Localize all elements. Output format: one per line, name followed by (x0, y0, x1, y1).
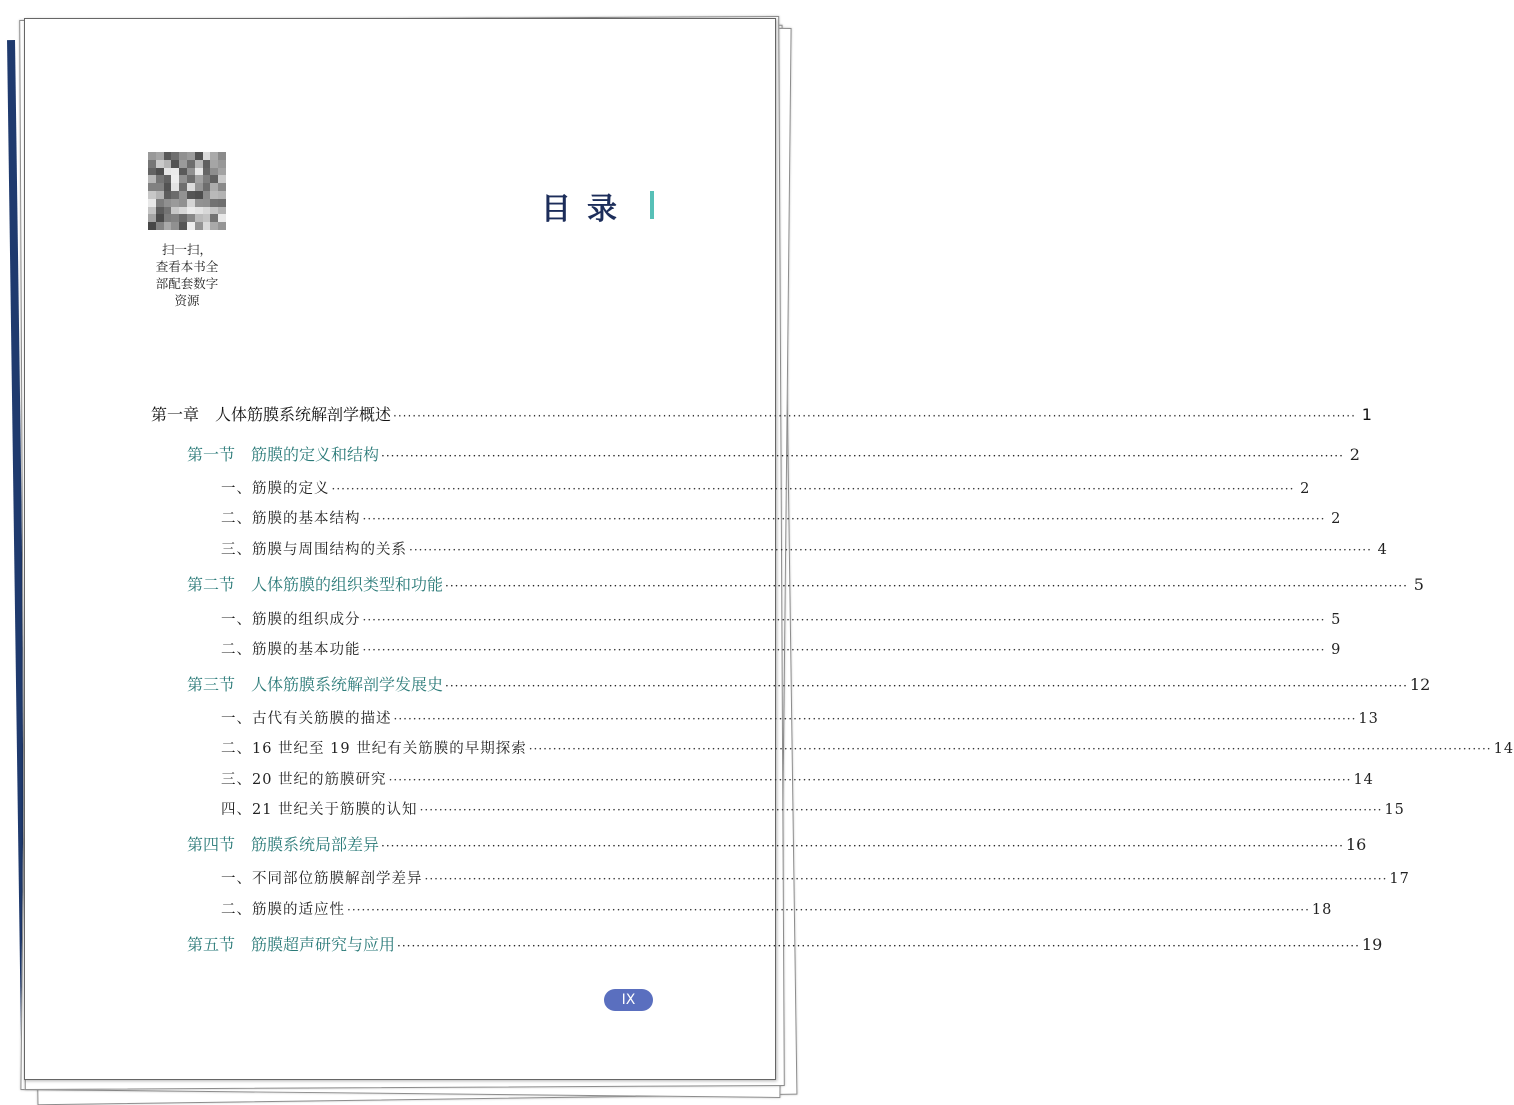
toc-leader-dots: ········································································································································································································ (331, 482, 1295, 496)
toc-entry-page: 18 (1311, 902, 1333, 918)
toc-entry-page: 4 (1377, 542, 1388, 558)
toc-leader-dots: ········································································································································································································ (381, 839, 1344, 853)
toc-entry-label: 二、筋膜的适应性 (221, 902, 345, 918)
toc-entry-label: 四、21 世纪关于筋膜的认知 (221, 802, 418, 818)
toc-entry-page: 12 (1409, 675, 1431, 694)
document-page (24, 18, 1514, 1080)
toc-leader-dots: ········································································································································································································ (445, 679, 1408, 693)
qr-caption-line: 查看本书全 (155, 259, 219, 274)
toc-entry-item[interactable] (221, 608, 1342, 632)
toc-entry-page: 14 (1353, 772, 1374, 788)
toc-entry-chapter[interactable] (151, 402, 1372, 426)
toc-leader-dots: ········································································································································································································ (409, 543, 1372, 557)
toc-entry-label: 第一章 人体筋膜系统解剖学概述 (151, 405, 392, 424)
toc-leader-dots: ········································································································································································································ (347, 903, 1310, 917)
toc-entry-label: 三、筋膜与周围结构的关系 (221, 542, 407, 558)
toc-entry-page: 19 (1361, 935, 1383, 954)
toc-entry-item[interactable] (221, 798, 1405, 822)
toc-entry-label: 第五节 筋膜超声研究与应用 (187, 935, 396, 954)
toc-leader-dots: ········································································································································································································ (388, 773, 1352, 787)
toc-entry-item[interactable] (221, 638, 1342, 662)
title-accent-bar (650, 191, 654, 219)
qr-caption-line: 扫一扫， (161, 242, 212, 257)
toc-leader-dots: ········································································································································································································ (528, 742, 1492, 756)
toc-entry-label: 一、筋膜的定义 (221, 481, 330, 497)
toc-leader-dots: ········································································································································································································ (424, 872, 1388, 886)
toc-leader-dots: ········································································································································································································ (393, 409, 1356, 423)
toc-leader-dots: ········································································································································································································ (362, 643, 1326, 657)
toc-entry-label: 三、20 世纪的筋膜研究 (221, 772, 387, 788)
toc-entry-page: 14 (1493, 741, 1514, 757)
toc-entry-label: 一、不同部位筋膜解剖学差异 (221, 871, 423, 887)
toc-entry-label: 第四节 筋膜系统局部差异 (187, 835, 380, 854)
qr-caption (141, 241, 233, 309)
toc-entry-label: 第三节 人体筋膜系统解剖学发展史 (187, 675, 444, 694)
toc-entry-page: 16 (1345, 835, 1367, 854)
toc-entry-item[interactable] (221, 477, 1311, 501)
toc-entry-label: 第二节 人体筋膜的组织类型和功能 (187, 575, 444, 594)
toc-leader-dots: ········································································································································································································ (381, 449, 1344, 463)
toc-entry-section[interactable] (187, 672, 1431, 696)
toc-entry-label: 一、古代有关筋膜的描述 (221, 711, 392, 727)
toc-leader-dots: ········································································································································································································ (445, 579, 1408, 593)
toc-entry-label: 二、筋膜的基本功能 (221, 642, 361, 658)
toc-entry-page: 2 (1349, 445, 1360, 464)
toc-entry-section[interactable] (187, 832, 1367, 856)
toc-entry-section[interactable] (187, 932, 1383, 956)
toc-entry-page: 5 (1331, 612, 1342, 628)
qr-caption-line: 部配套数字 (155, 276, 219, 291)
toc-entry-section[interactable] (187, 572, 1424, 596)
toc-leader-dots: ········································································································································································································ (419, 803, 1383, 817)
toc-entry-item[interactable] (221, 867, 1410, 891)
toc-entry-item[interactable] (221, 538, 1388, 562)
toc-leader-dots: ········································································································································································································ (393, 712, 1357, 726)
page-number-badge: IX (604, 989, 653, 1011)
toc-leader-dots: ········································································································································································································ (362, 512, 1326, 526)
toc-entry-page: 2 (1300, 481, 1311, 497)
toc-entry-page: 15 (1384, 802, 1405, 818)
toc-entry-item[interactable] (221, 768, 1374, 792)
page-title: 目录 (541, 192, 633, 227)
toc-entry-label: 第一节 筋膜的定义和结构 (187, 445, 380, 464)
toc-entry-item[interactable] (221, 707, 1379, 731)
toc-entry-page: 17 (1389, 871, 1410, 887)
toc-entry-page: 13 (1358, 711, 1379, 727)
qr-code-icon[interactable] (148, 152, 226, 230)
toc-entry-item[interactable] (221, 898, 1333, 922)
toc-entry-item[interactable] (221, 507, 1342, 531)
toc-entry-page: 9 (1331, 642, 1342, 658)
toc-entry-item[interactable] (221, 737, 1514, 761)
toc-entry-page: 1 (1361, 405, 1372, 424)
toc-entry-page: 2 (1331, 511, 1342, 527)
toc-entry-label: 二、筋膜的基本结构 (221, 511, 361, 527)
toc-leader-dots: ········································································································································································································ (397, 939, 1360, 953)
toc-entry-label: 二、16 世纪至 19 世纪有关筋膜的早期探索 (221, 741, 527, 757)
toc-entry-section[interactable] (187, 442, 1360, 466)
toc-leader-dots: ········································································································································································································ (362, 613, 1326, 627)
toc-entry-page: 5 (1413, 575, 1424, 594)
toc-entry-label: 一、筋膜的组织成分 (221, 612, 361, 628)
qr-caption-line: 资源 (174, 293, 200, 308)
